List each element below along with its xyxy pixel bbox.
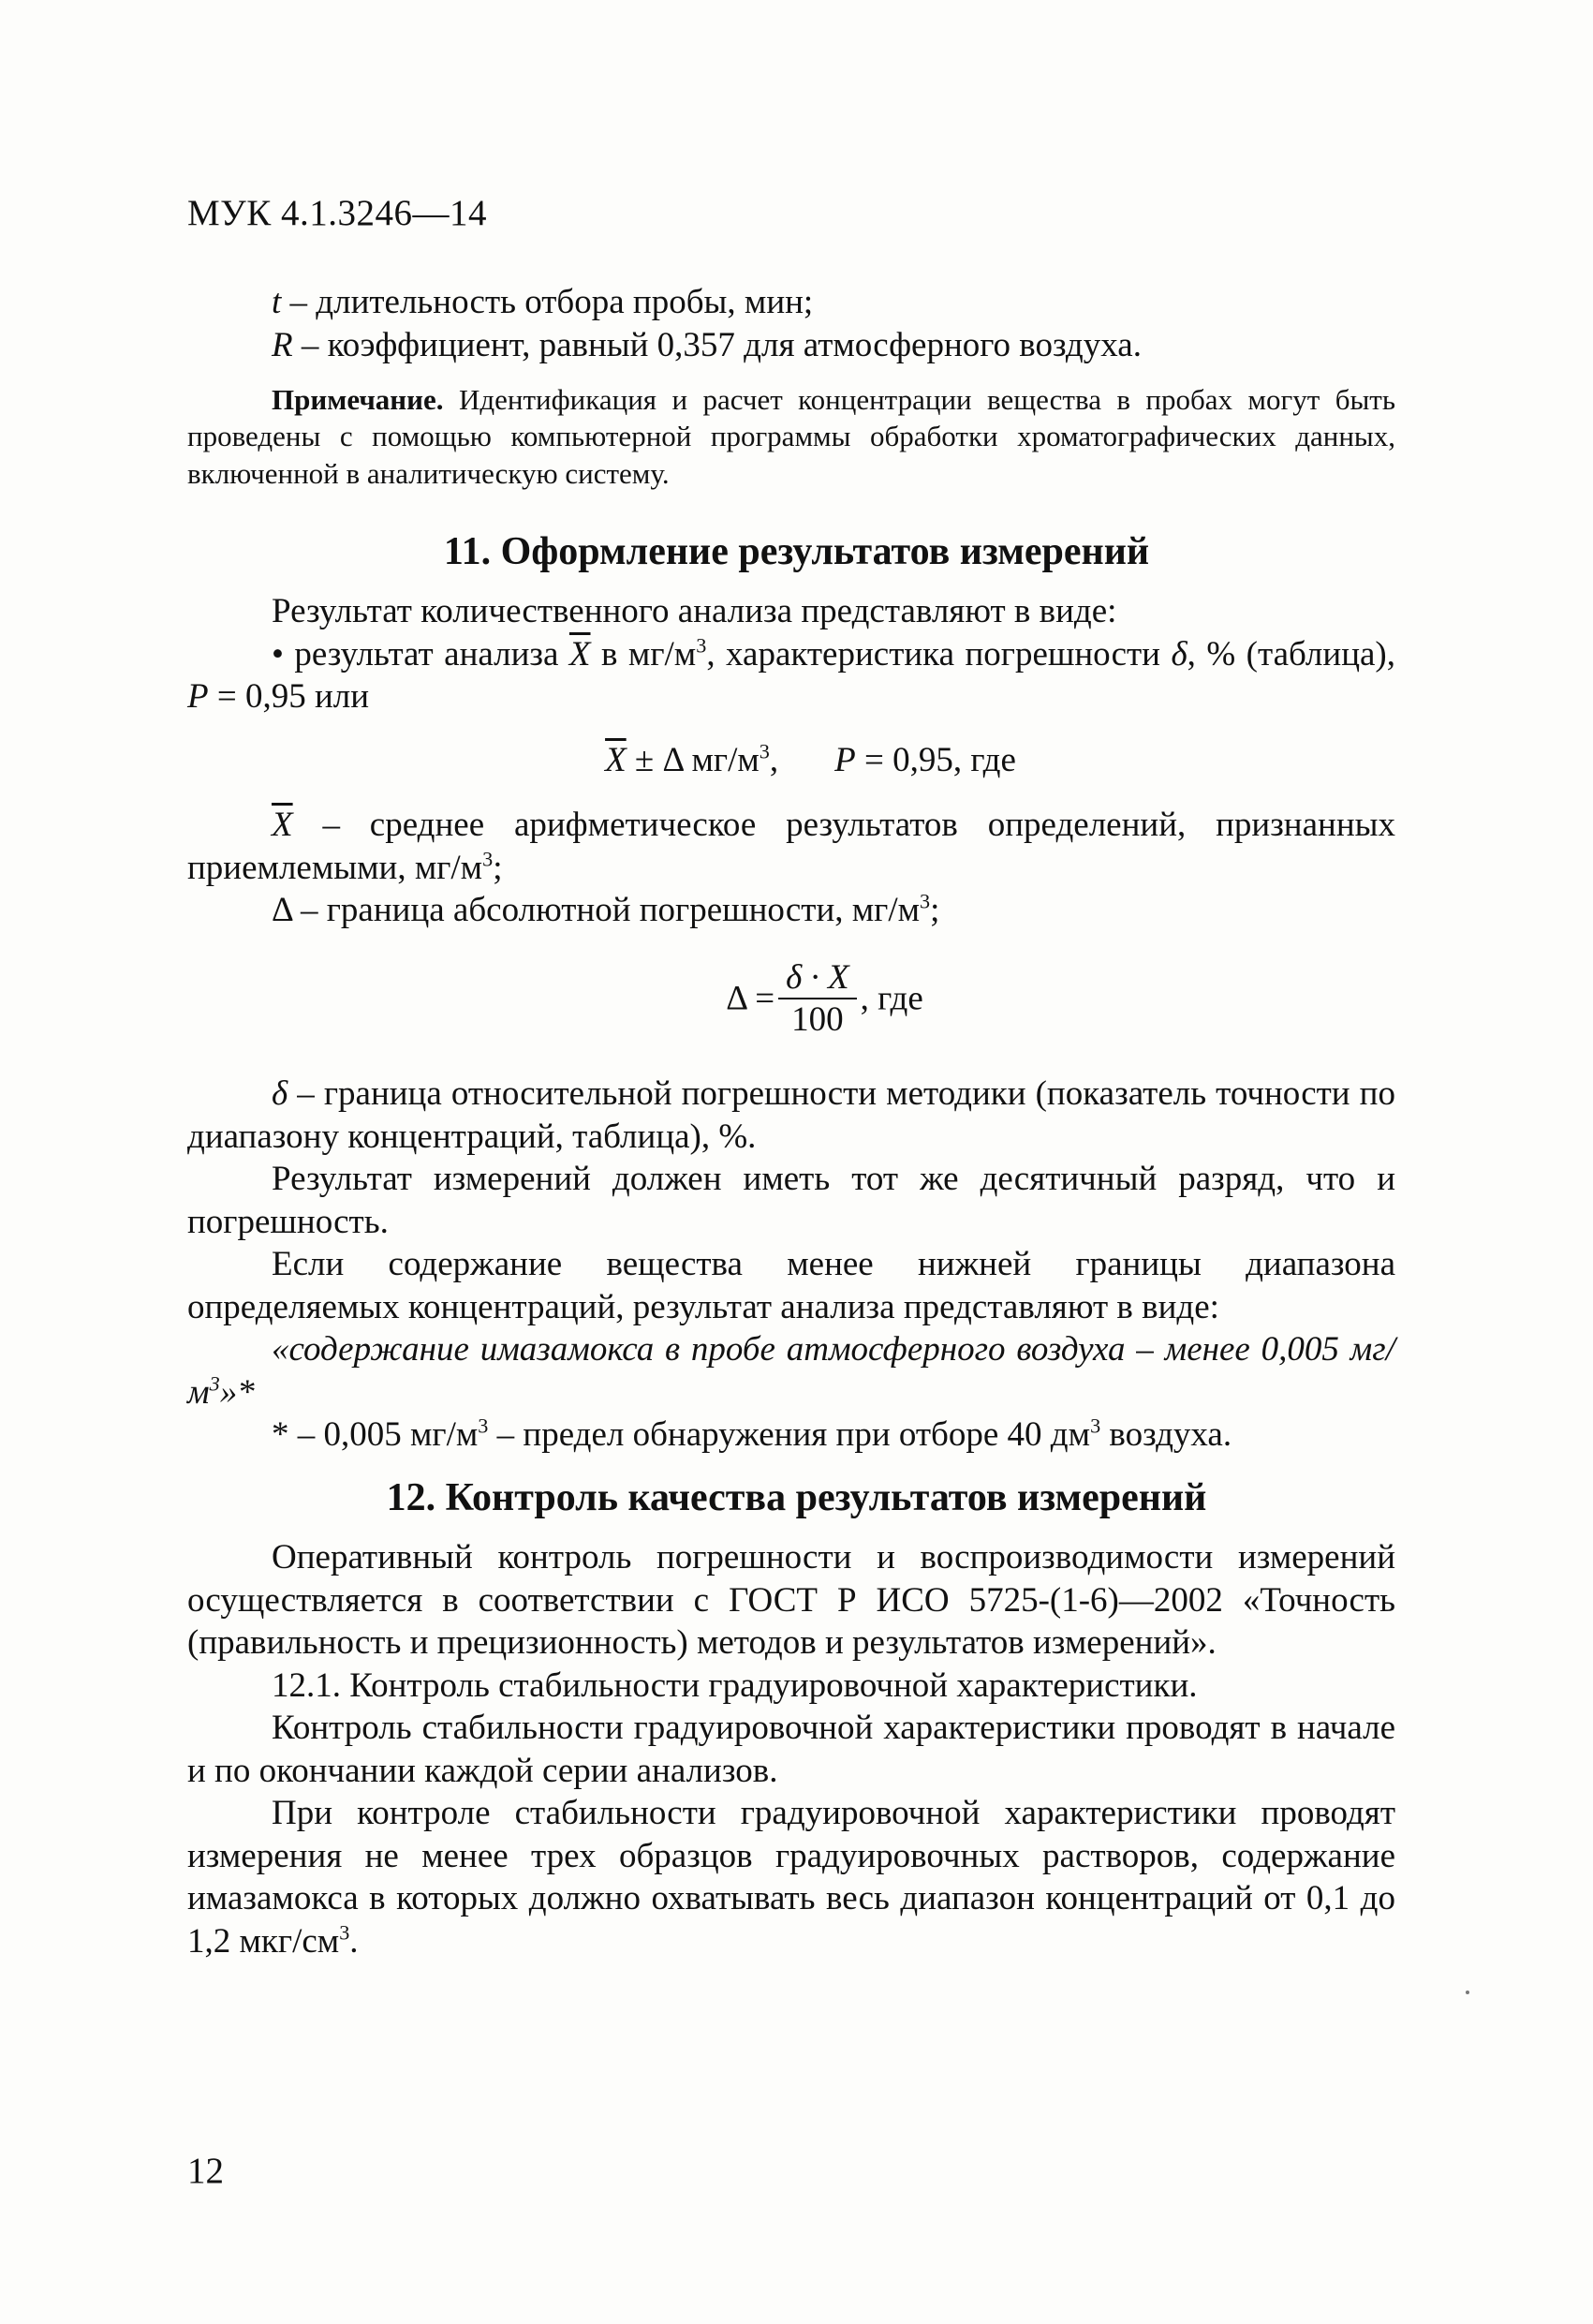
- section-12-body: [187, 1536, 1395, 1962]
- page-number: 12: [187, 2151, 224, 2191]
- section-11-title: 11. Оформление результатов измерений: [443, 530, 1150, 573]
- fraction: [778, 957, 857, 1040]
- scan-speck: [1466, 1991, 1469, 1994]
- result-quote: [187, 1328, 1395, 1414]
- delta-definition-text: Δ – граница абсолютной погрешности, мг/м: [272, 891, 921, 929]
- symbol-t: t: [272, 283, 282, 321]
- footnote-text-a: * – 0,005 мг/м: [272, 1415, 479, 1454]
- superscript: 3: [209, 1371, 220, 1396]
- section-11-body-top: [187, 590, 1395, 718]
- footnote-text-c: воздуха.: [1100, 1415, 1232, 1454]
- formula-result: [0, 740, 1593, 780]
- definition-r: [187, 324, 1395, 367]
- section-11-body-bottom: [187, 1073, 1395, 1457]
- bullet-text-c: , характеристика погрешности: [706, 634, 1172, 674]
- delta-symbol: δ: [1171, 634, 1187, 674]
- superscript: 3: [478, 1414, 489, 1438]
- quote-text-b: »*: [219, 1372, 255, 1412]
- superscript: 3: [482, 847, 494, 871]
- delta-definition-end: ;: [930, 891, 940, 929]
- x-bar-symbol: $\overline{X}$: [605, 741, 627, 779]
- superscript: 3: [339, 1920, 350, 1945]
- p-symbol: P: [834, 741, 856, 779]
- document-code: МУК 4.1.3246—14: [187, 193, 488, 233]
- footnote-text-b: – предел обнаружения при отборе 40 дм: [488, 1415, 1091, 1454]
- quote-text-a: «содержание имазамокса в пробе атмосферного воздуха – менее 0,005 мг/м: [187, 1330, 1395, 1412]
- section-11-body-mid: [187, 804, 1395, 932]
- superscript: 3: [920, 889, 931, 913]
- definition-r-text: – коэффициент, равный 0,357 для атмосферного воздуха.: [292, 325, 1142, 364]
- formula-delta-lhs: Δ =: [726, 979, 775, 1018]
- fraction-numerator: δ · X: [778, 957, 857, 999]
- definition-t: [187, 281, 1395, 324]
- section-11-intro: Результат количественного анализа представляют в виде:: [272, 592, 1117, 630]
- x-bar-symbol: $\overline{X}$: [272, 806, 293, 844]
- calibration-control-paragraph: Контроль стабильности градуировочной характеристики проводят в начале и по окончании каждой серии анализов.: [187, 1709, 1395, 1790]
- bullet-text-b: в мг/м: [590, 634, 697, 674]
- superscript: 3: [696, 633, 707, 658]
- superscript: 3: [759, 739, 770, 763]
- calibration-procedure-paragraph: [187, 1792, 1395, 1962]
- note-text: Идентификация и расчет концентрации вещества в пробах могут быть проведены с помощью компьютерной программы обработки хроматографических данных, включенной в аналитическую систему.: [187, 383, 1395, 490]
- symbol-r: R: [272, 325, 293, 364]
- detection-limit-footnote: [187, 1414, 1395, 1457]
- delta-definition: [187, 889, 1395, 932]
- note-paragraph: [187, 381, 1395, 492]
- variable-definitions: [187, 281, 1395, 366]
- formula-delta-where: , где: [860, 979, 923, 1018]
- formula-text-c: = 0,95, где: [855, 741, 1016, 779]
- delta-symbol: δ: [272, 1074, 288, 1113]
- formula-delta: [0, 957, 1593, 1040]
- fraction-denominator: 100: [791, 1000, 844, 1039]
- operational-control-paragraph: Оперативный контроль погрешности и воспроизводимости измерений осуществляется в соответствии с ГОСТ Р ИСО 5725-(1-6)—2002 «Точность (правильность и прецизионность) методов и результатов измерений».: [187, 1538, 1395, 1662]
- calibration-procedure-text: При контроле стабильности градуировочной характеристики проводят измерения не менее трех образцов градуировочных растворов, содержание имазамокса в которых должно охватывать весь диапазон концентраций от 0,1 до 1,2 мкг/см: [187, 1794, 1395, 1961]
- x-bar-symbol: $\overline{X}$: [568, 634, 591, 674]
- bullet-text-d: , % (таблица),: [1187, 634, 1395, 674]
- result-bullet: [187, 633, 1395, 718]
- relative-error-definition: [187, 1073, 1395, 1158]
- xbar-definition-end: ;: [493, 848, 503, 887]
- superscript: 3: [1090, 1414, 1101, 1438]
- below-range-paragraph: Если содержание вещества менее нижней границы диапазона определяемых концентраций, результат анализа представляют в виде:: [187, 1245, 1395, 1326]
- definition-t-text: – длительность отбора пробы, мин;: [281, 283, 814, 321]
- relative-error-text: – граница относительной погрешности методики (показатель точности по диапазону концентраций, таблица), %.: [187, 1074, 1395, 1156]
- section-12-title: 12. Контроль качества результатов измерений: [386, 1476, 1207, 1519]
- xbar-definition: [187, 804, 1395, 889]
- result-precision-paragraph: Результат измерений должен иметь тот же десятичный разряд, что и погрешность.: [187, 1160, 1395, 1241]
- xbar-definition-text: – среднее арифметическое результатов определений, признанных приемлемыми, мг/м: [187, 806, 1395, 887]
- subsection-12-1-title: 12.1. Контроль стабильности градуировочной характеристики.: [272, 1665, 1198, 1705]
- note-label: Примечание.: [272, 383, 444, 416]
- bullet-text-e: = 0,95 или: [208, 677, 370, 716]
- calibration-procedure-end: .: [349, 1921, 359, 1961]
- bullet-text-a: • результат анализа: [272, 634, 569, 674]
- formula-text-b: ,: [769, 741, 779, 779]
- p-symbol: P: [187, 677, 209, 716]
- formula-text-a: ± Δ мг/м: [626, 741, 760, 779]
